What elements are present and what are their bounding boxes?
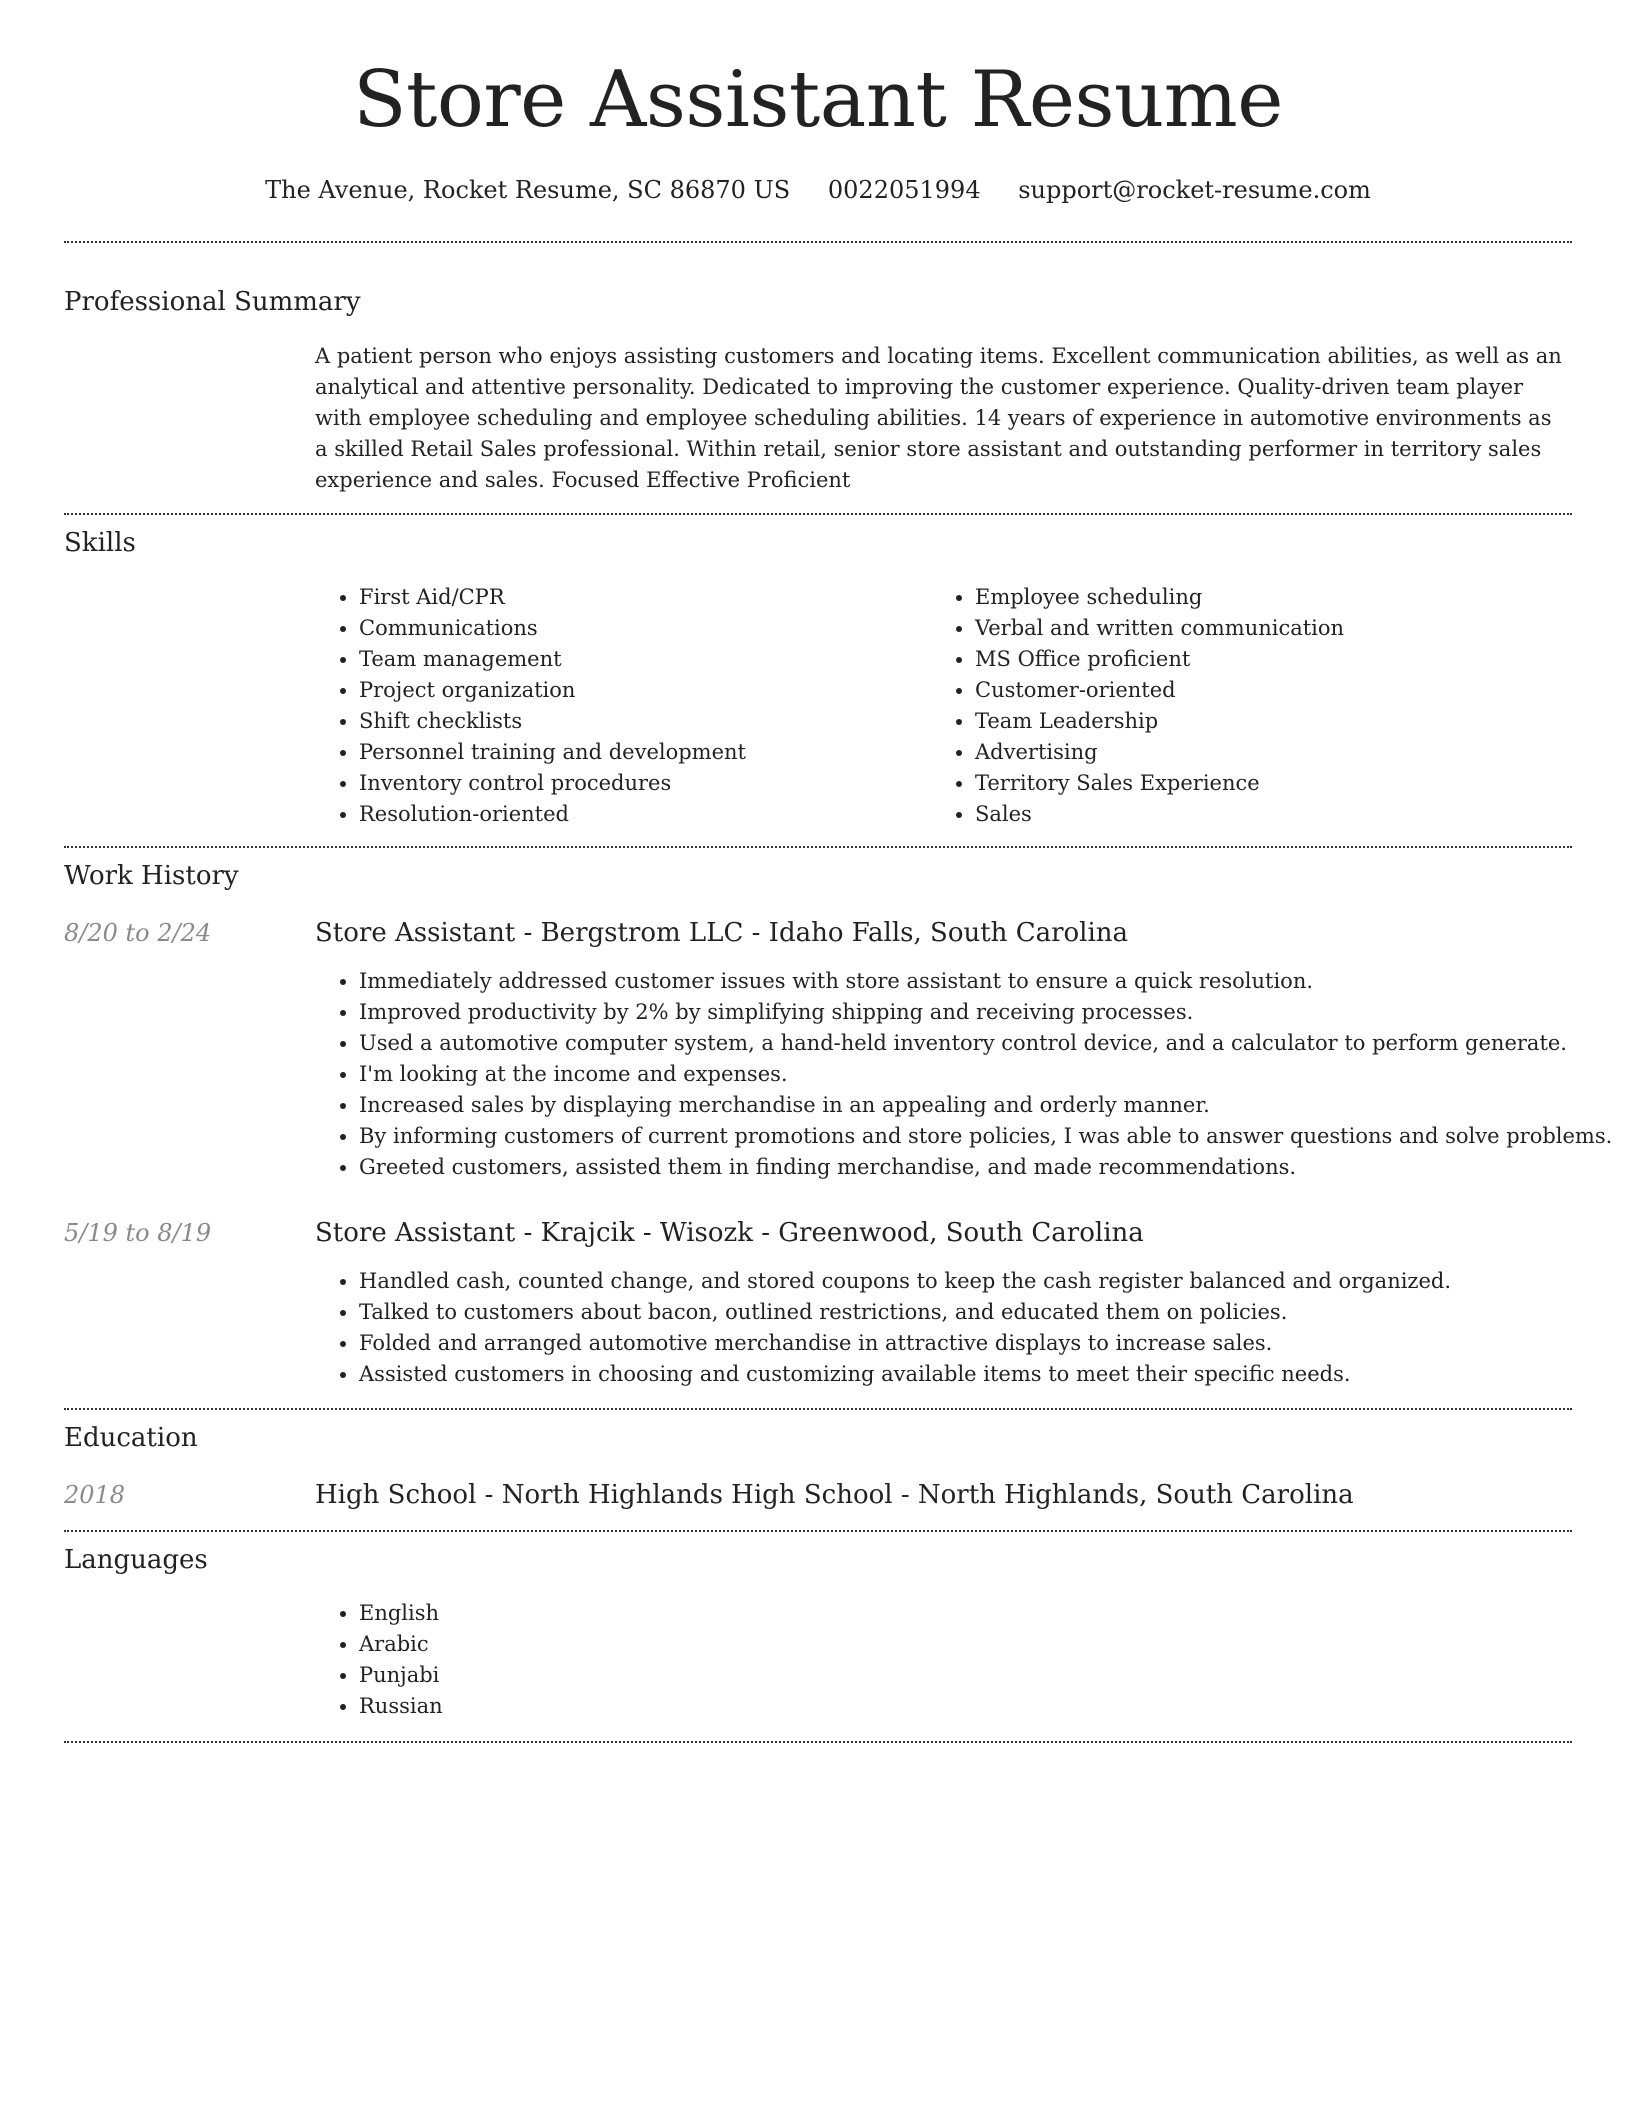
list-item: • Assisted customers in choosing and customizing available items to meet their specific needs. bbox=[359, 1359, 1616, 1390]
divider-languages bbox=[64, 1741, 1572, 1743]
job-title: Store Assistant - Krajcik - Wisozk - Greenwood, South Carolina bbox=[315, 1218, 1144, 1248]
contact-email: support@rocket-resume.com bbox=[1018, 176, 1371, 204]
list-item: • Shift checklists bbox=[359, 706, 919, 737]
list-item: • Talked to customers about bacon, outlined restrictions, and educated them on policies. bbox=[359, 1297, 1616, 1328]
divider-summary bbox=[64, 513, 1572, 515]
list-item: • Customer-oriented bbox=[975, 675, 1575, 706]
list-item: • Handled cash, counted change, and stored coupons to keep the cash register balanced and organized. bbox=[359, 1266, 1616, 1297]
contact-phone: 0022051994 bbox=[827, 176, 981, 204]
list-item: • Punjabi bbox=[359, 1660, 959, 1691]
list-item: • Communications bbox=[359, 613, 919, 644]
list-item: • Arabic bbox=[359, 1629, 959, 1660]
list-item: • Increased sales by displaying merchandise in an appealing and orderly manner. bbox=[359, 1090, 1616, 1121]
list-item: • First Aid/CPR bbox=[359, 582, 919, 613]
education-year: 2018 bbox=[64, 1481, 126, 1509]
section-title-skills: Skills bbox=[64, 528, 136, 558]
list-item: • Folded and arranged automotive merchandise in attractive displays to increase sales. bbox=[359, 1328, 1616, 1359]
list-item: • By informing customers of current promotions and store policies, I was able to answer questions and solve problems. bbox=[359, 1121, 1616, 1152]
list-item: • Project organization bbox=[359, 675, 919, 706]
contact-line bbox=[64, 170, 1572, 210]
job-dates: 5/19 to 8/19 bbox=[64, 1219, 212, 1247]
job-bullets bbox=[315, 966, 1616, 1183]
summary-text: A patient person who enjoys assisting customers and locating items. Excellent communication abilities, as well as an analytical and attentive personality. Dedicated to improving the customer experience. Quality-driven team player with employee scheduling and employee scheduling abilities. 14 years of experience in automotive environments as a skilled Retail Sales professional. Within retail, senior store assistant and outstanding performer in territory sales experience and sales. Focused Effective Proficient bbox=[315, 344, 1562, 492]
list-item: • Advertising bbox=[975, 737, 1575, 768]
list-item: • Resolution-oriented bbox=[359, 799, 919, 830]
job-dates: 8/20 to 2/24 bbox=[64, 919, 212, 947]
list-item: • Sales bbox=[975, 799, 1575, 830]
job-bullets bbox=[315, 1266, 1616, 1390]
list-item: • Improved productivity by 2% by simplifying shipping and receiving processes. bbox=[359, 997, 1616, 1028]
list-item: • I'm looking at the income and expenses. bbox=[359, 1059, 1616, 1090]
languages-list bbox=[315, 1598, 959, 1722]
list-item: • English bbox=[359, 1598, 959, 1629]
education-entry: High School - North Highlands High School - North Highlands, South Carolina bbox=[315, 1480, 1354, 1510]
section-title-education: Education bbox=[64, 1423, 198, 1453]
list-item: • Employee scheduling bbox=[975, 582, 1575, 613]
list-item: • Used a automotive computer system, a hand-held inventory control device, and a calculator to perform generate. bbox=[359, 1028, 1616, 1059]
list-item: • Team management bbox=[359, 644, 919, 675]
list-item: • MS Office proficient bbox=[975, 644, 1575, 675]
section-title-languages: Languages bbox=[64, 1545, 208, 1575]
job-title: Store Assistant - Bergstrom LLC - Idaho Falls, South Carolina bbox=[315, 918, 1129, 948]
skills-list-right bbox=[931, 582, 1575, 830]
divider-header bbox=[64, 241, 1572, 243]
contact-address: The Avenue, Rocket Resume, SC 86870 US bbox=[265, 176, 791, 204]
divider-skills bbox=[64, 846, 1572, 848]
list-item: • Verbal and written communication bbox=[975, 613, 1575, 644]
list-item: • Russian bbox=[359, 1691, 959, 1722]
list-item: • Greeted customers, assisted them in finding merchandise, and made recommendations. bbox=[359, 1152, 1616, 1183]
divider-work bbox=[64, 1408, 1572, 1410]
list-item: • Immediately addressed customer issues with store assistant to ensure a quick resolution. bbox=[359, 966, 1616, 997]
divider-education bbox=[64, 1530, 1572, 1532]
list-item: • Team Leadership bbox=[975, 706, 1575, 737]
resume-title: Store Assistant Resume bbox=[353, 55, 1283, 145]
list-item: • Inventory control procedures bbox=[359, 768, 919, 799]
list-item: • Personnel training and development bbox=[359, 737, 919, 768]
list-item: • Territory Sales Experience bbox=[975, 768, 1575, 799]
section-title-work: Work History bbox=[64, 861, 239, 891]
section-title-summary: Professional Summary bbox=[64, 287, 361, 317]
skills-list-left bbox=[315, 582, 919, 830]
